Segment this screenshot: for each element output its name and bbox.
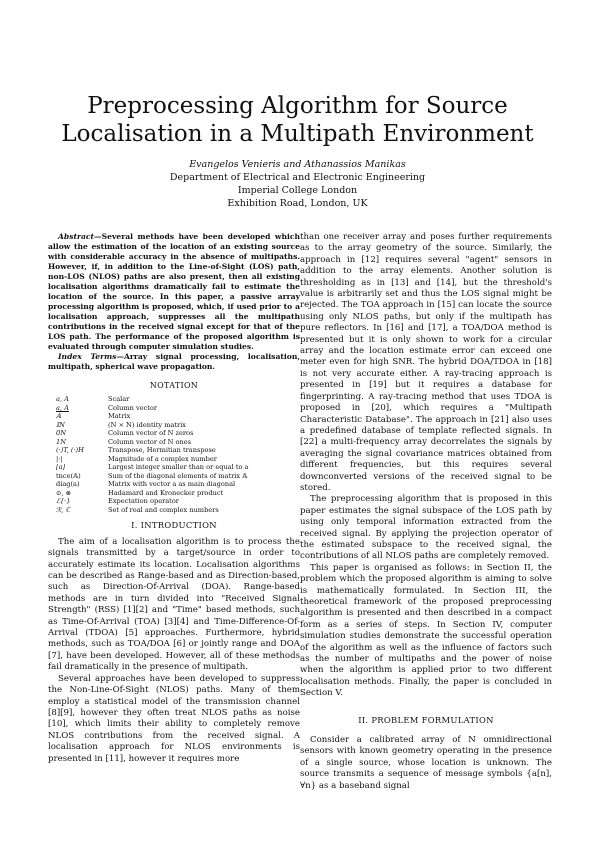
notation-row [56,455,300,464]
abstract-label: Abstract [58,232,95,241]
notation-table [56,395,300,514]
notation-row [56,412,300,421]
notation-row [56,506,300,515]
notation-desc: Matrix with vector a as main diagonal [108,480,236,489]
notation-row [56,446,300,455]
notation-symbol: a, A [56,395,69,404]
notation-row [56,489,300,498]
notation-row [56,472,300,481]
body-paragraph: Several approaches have been developed to suppress the Non-Line-Of-Sight (NLOS) paths. Many of them employ a statistical model of the transmission channel [8][9], however they often treat NLOS paths as noise [10], which limits their ability to completely remove NLOS contributions from the received signal. A localisation approach for NLOS environments is presented in [11], however it requires more [48,673,300,764]
notation-row [56,438,300,447]
left-column [48,232,300,765]
notation-desc: Set of real and complex numbers [108,505,219,514]
notation-desc: Matrix [108,412,131,421]
notation-symbol: |·| [56,454,63,463]
notation-symbol: a, A [56,403,69,412]
right-column [300,232,552,792]
notation-row [56,395,300,404]
notation-desc: Magnitude of a complex number [108,454,217,463]
notation-row [56,421,300,430]
notation-desc: Scalar [108,395,130,404]
notation-row [56,429,300,438]
notation-desc: Expectation operator [108,497,179,506]
index-terms [48,352,300,372]
notation-symbol: ℰ{·} [56,497,71,506]
notation-desc: Column vector of N ones [108,437,192,446]
notation-desc: Hadamard and Kronecker product [108,488,224,497]
notation-row [56,404,300,413]
notation-heading: NOTATION [149,381,199,390]
notation-symbol: 𝔸 [56,412,62,421]
notation-symbol: diag(a) [56,480,80,489]
body-paragraph: Consider a calibrated array of N omnidirectional sensors with known geometry operating in the presence of a single source, whose location is unknown. The source transmits a sequence of message symbols {a[n], ∀n} as a baseband signal [300,735,552,791]
affiliation-line: Imperial College London [237,185,358,196]
notation-row [56,497,300,506]
affiliation-line: Department of Electrical and Electronic Engineering [169,172,426,183]
notation-symbol: 𝕀N [56,420,65,429]
notation-desc: Sum of the diagonal elements of matrix 𝔸 [108,471,248,480]
abstract [48,232,300,352]
notation-symbol: ⊙, ⊗ [56,488,72,497]
notation-desc: Column vector [108,403,158,412]
author-names: Evangelos Venieris and Athanassios Manikas [189,159,406,170]
affiliation-line: Exhibition Road, London, UK [227,198,368,209]
body-paragraph: This paper is organised as follows: in Section II, the problem which the proposed algorithm is aiming to solve is mathematically formulated. In Section III, the theoretical framework of the proposed preprocessing algorithm is presented and then described in a compact form as a series of steps. In Section IV, computer simulation studies demonstrate the successful operation of the algorithm as well as the influence of factors such as the number of multipaths and the power of noise when the algorithm is applied prior to two different localisation methods. Finally, the paper is concluded in Section V. [300,562,552,699]
notation-symbol: (·)T, (·)H [56,446,84,455]
author-block [60,158,535,210]
index-terms-text: —Array signal processing, localisation, multipath, spherical wave propagation. [48,352,300,371]
notation-desc: (N × N) identity matrix [108,420,187,429]
notation-row [56,463,300,472]
notation-symbol: 0N [56,429,66,438]
notation-row [56,480,300,489]
section-heading: II. PROBLEM FORMULATION [358,714,494,725]
body-paragraph: The preprocessing algorithm that is proposed in this paper estimates the signal subspace of the LOS path by using only temporal information extracted from the received signal. By applying the projection operator of the estimated subspace to the received signal, the contributions of all NLOS paths are completely removed. [300,494,552,562]
index-terms-label: Index Terms [58,352,117,361]
notation-symbol: tnce(𝔸) [56,471,81,480]
notation-symbol: ⌊a⌋ [56,463,66,472]
abstract-text: —Several methods have been developed which allow the estimation of the location of an existing source with considerable accuracy in the absence of multipaths. However, if, in addition to the Line-of-Sight (LOS) path, non-LOS (NLOS) paths are also present, then all existing localisation algorithms dramatically fail to estimate the location of the source. In this paper, a passive array processing algorithm is proposed, which, if used prior to a localisation approach, suppresses all the multipath contributions in the received signal except for that of the LOS path. The performance of the proposed algorithm is evaluated through computer simulation studies. [48,232,300,351]
section-heading: I. INTRODUCTION [131,520,217,531]
notation-desc: Largest integer smaller than or equal to a [108,463,249,472]
body-paragraph: The aim of a localisation algorithm is to process the signals transmitted by a target/source in order to accurately estimate its location. Localisation algorithms can be described as Range-based and as Direction-based, such as Direction-Of-Arrival (DOA). Range-based methods are in turn divided into "Received Signal Strength" (RSS) [1][2] and "Time" based methods, such as Time-Of-Arrival (TOA) [3][4] and Time-Difference-Of-Arrival (TDOA) [5] approaches. Furthermore, hybrid methods, such as TOA/DOA [6] or jointly range and DOA [7], have been developed. However, all of these methods fail dramatically in the presence of multipath. [48,536,300,673]
notation-symbol: ℛ, ℂ [56,505,71,514]
body-paragraph: than one receiver array and poses further requirements as to the array geometry of the source. Similarly, the approach in [12] requires several "agent" sensors in addition to the array elements. Another solution is thresholding as in [13] and [14], but the threshold's value is arbitrarily set and thus the LOS signal might be rejected. The TOA approach in [15] can locate the source using only NLOS paths, but only if the multipath has pure reflectors. In [16] and [17], a TOA/DOA method is presented but it is only shown to work for a circular array and the location estimate error can exceed one meter even for high SNR. The hybrid DOA/TDOA in [18] is not very accurate either. A ray-tracing approach is presented in [19] but it requires a database for fingerprinting. A ray-tracing method that uses TDOA is proposed in [20], which requires a "Multipath Characteristic Database". The approach in [21] also uses a predefined database of template reflected signals. In [22] a multi-frequency array decorrelates the signals by averaging the signal covariance matrices obtained from different frequencies, but this requires several downconverted versions of the received signal to be stored. [300,232,552,493]
notation-symbol: 1N [56,437,66,446]
notation-desc: Transpose, Hermitian transpose [108,446,216,455]
notation-desc: Column vector of N zeros [108,429,194,438]
paper-title: Preprocessing Algorithm for Source Localisation in a Multipath Environment [61,93,534,147]
